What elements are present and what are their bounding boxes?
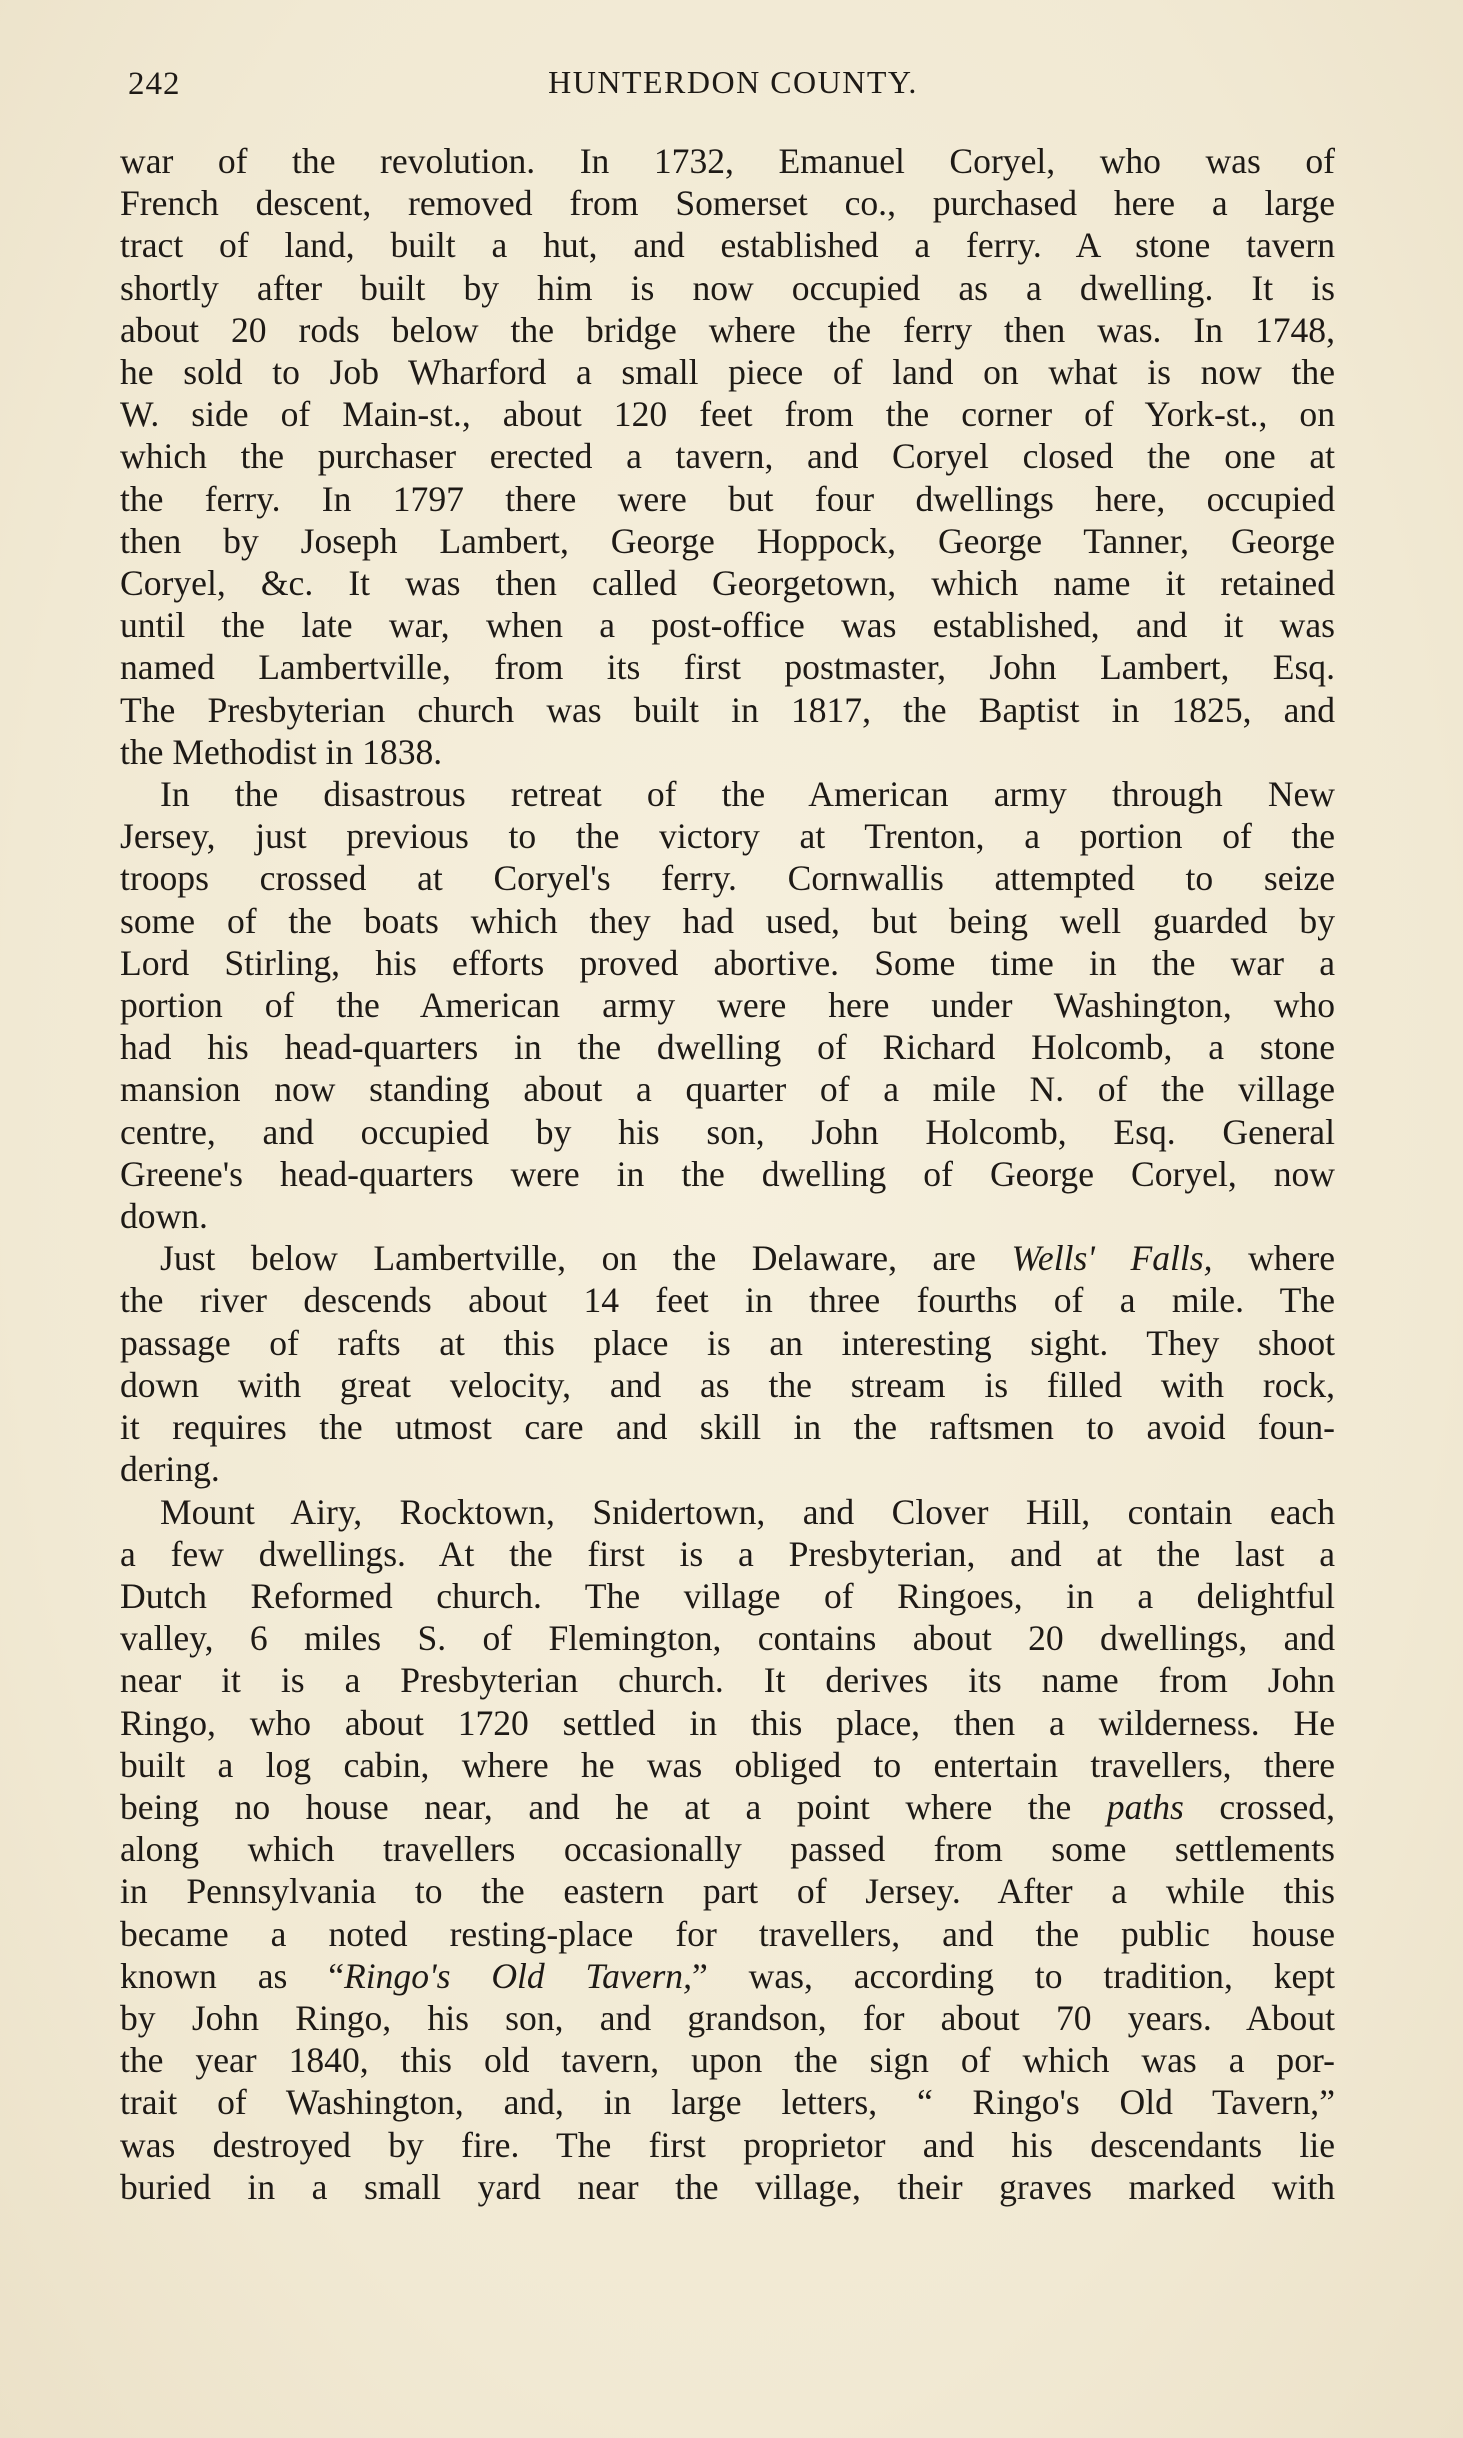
italic-tavern-name: Ringo's Old Tavern,: [344, 1955, 692, 1996]
text-line: it requires the utmost care and skill in the raftsmen to avoid foun-: [120, 1407, 1335, 1448]
paragraph-wells-falls: [120, 1237, 1335, 1490]
text-line: trait of Washington, and, in large letters, “ Ringo's Old Tavern,”: [120, 2082, 1335, 2123]
text-line: in Pennsylvania to the eastern part of Jersey. After a while this: [120, 1871, 1335, 1912]
text-line: built a log cabin, where he was obliged to entertain travellers, there: [120, 1744, 1335, 1785]
text-line: In the disastrous retreat of the American army through New: [160, 774, 1335, 815]
text-line: [120, 1786, 1335, 1828]
text-line: the Methodist in 1838.: [120, 731, 443, 772]
text-line: Ringo, who about 1720 settled in this place, then a wilderness. He: [120, 1702, 1335, 1743]
text-line: was destroyed by fire. The first proprietor and his descendants lie: [120, 2124, 1335, 2165]
page-number: 242: [128, 66, 181, 102]
text-line: Greene's head-quarters were in the dwelling of George Coryel, now: [120, 1153, 1335, 1194]
text-line: along which travellers occasionally passed from some settlements: [120, 1829, 1335, 1870]
text-line: named Lambertville, from its first postmaster, John Lambert, Esq.: [120, 647, 1335, 688]
text-line: centre, and occupied by his son, John Holcomb, Esq. General: [120, 1111, 1335, 1152]
text-line: [120, 1955, 1335, 1997]
text-line: by John Ringo, his son, and grandson, for about 70 years. About: [120, 1997, 1335, 2038]
text-line: shortly after built by him is now occupied as a dwelling. It is: [120, 267, 1335, 308]
text-segment: being no house near, and he at a point where the: [120, 1786, 1072, 1827]
text-line: Coryel, &c. It was then called Georgetown, which name it retained: [120, 563, 1335, 604]
text-line: had his head-quarters in the dwelling of Richard Holcomb, a stone: [120, 1027, 1335, 1068]
text-line: troops crossed at Coryel's ferry. Cornwallis attempted to seize: [120, 858, 1335, 899]
text-line: passage of rafts at this place is an interesting sight. They shoot: [120, 1322, 1335, 1363]
text-line: tract of land, built a hut, and established a ferry. A stone tavern: [120, 225, 1335, 266]
text-line: became a noted resting-place for travellers, and the public house: [120, 1913, 1335, 1954]
text-line: [120, 1237, 1335, 1279]
text-line: the ferry. In 1797 there were but four dwellings here, occupied: [120, 478, 1335, 519]
paragraph-villages-ringoes: [120, 1491, 1335, 2208]
text-segment: known as “: [120, 1955, 345, 1996]
text-line: valley, 6 miles S. of Flemington, contains about 20 dwellings, and: [120, 1618, 1335, 1659]
text-segment: where: [1212, 1238, 1335, 1279]
page-header: [128, 60, 1338, 110]
text-line: war of the revolution. In 1732, Emanuel Coryel, who was of: [120, 141, 1335, 181]
text-line: dering.: [120, 1449, 220, 1490]
text-segment: Just below Lambertville, on the Delaware, are: [160, 1238, 976, 1279]
text-line: W. side of Main-st., about 120 feet from the corner of York-st., on: [120, 394, 1335, 435]
text-line: Jersey, just previous to the victory at Trenton, a portion of the: [120, 816, 1335, 857]
italic-word: paths: [1106, 1786, 1184, 1827]
text-line: French descent, removed from Somerset co., purchased here a large: [120, 183, 1335, 224]
body-text: [120, 140, 1335, 2208]
text-segment: ” was, according to tradition, kept: [691, 1955, 1335, 1996]
text-line: buried in a small yard near the village, their graves marked with: [120, 2166, 1335, 2207]
text-line: he sold to Job Wharford a small piece of land on what is now the: [120, 352, 1335, 393]
paragraph-lambertville-history: [120, 140, 1335, 773]
text-line: portion of the American army were here under Washington, who: [120, 985, 1335, 1026]
text-line: Dutch Reformed church. The village of Ringoes, in a delightful: [120, 1575, 1335, 1616]
text-line: down with great velocity, and as the stream is filled with rock,: [120, 1364, 1335, 1405]
running-head: HUNTERDON COUNTY.: [548, 64, 918, 100]
text-line: Mount Airy, Rocktown, Snidertown, and Clover Hill, contain each: [160, 1491, 1335, 1532]
text-line: the river descends about 14 feet in three fourths of a mile. The: [120, 1280, 1335, 1321]
text-line: then by Joseph Lambert, George Hoppock, George Tanner, George: [120, 520, 1335, 561]
text-segment: crossed,: [1183, 1786, 1335, 1827]
text-line: down.: [120, 1196, 208, 1237]
text-line: a few dwellings. At the first is a Presbyterian, and at the last a: [120, 1533, 1335, 1574]
text-line: about 20 rods below the bridge where the ferry then was. In 1748,: [120, 309, 1335, 350]
italic-place-name: Wells' Falls,: [1011, 1238, 1213, 1279]
text-line: near it is a Presbyterian church. It derives its name from John: [120, 1660, 1335, 1701]
text-line: mansion now standing about a quarter of a mile N. of the village: [120, 1069, 1335, 1110]
text-line: The Presbyterian church was built in 1817, the Baptist in 1825, and: [120, 689, 1335, 730]
paragraph-american-army-retreat: [120, 773, 1335, 1237]
text-line: Lord Stirling, his efforts proved abortive. Some time in the war a: [120, 942, 1335, 983]
text-line: some of the boats which they had used, but being well guarded by: [120, 900, 1335, 941]
text-line: until the late war, when a post-office was established, and it was: [120, 605, 1335, 646]
text-line: the year 1840, this old tavern, upon the sign of which was a por-: [120, 2040, 1335, 2081]
text-line: which the purchaser erected a tavern, and Coryel closed the one at: [120, 436, 1335, 477]
